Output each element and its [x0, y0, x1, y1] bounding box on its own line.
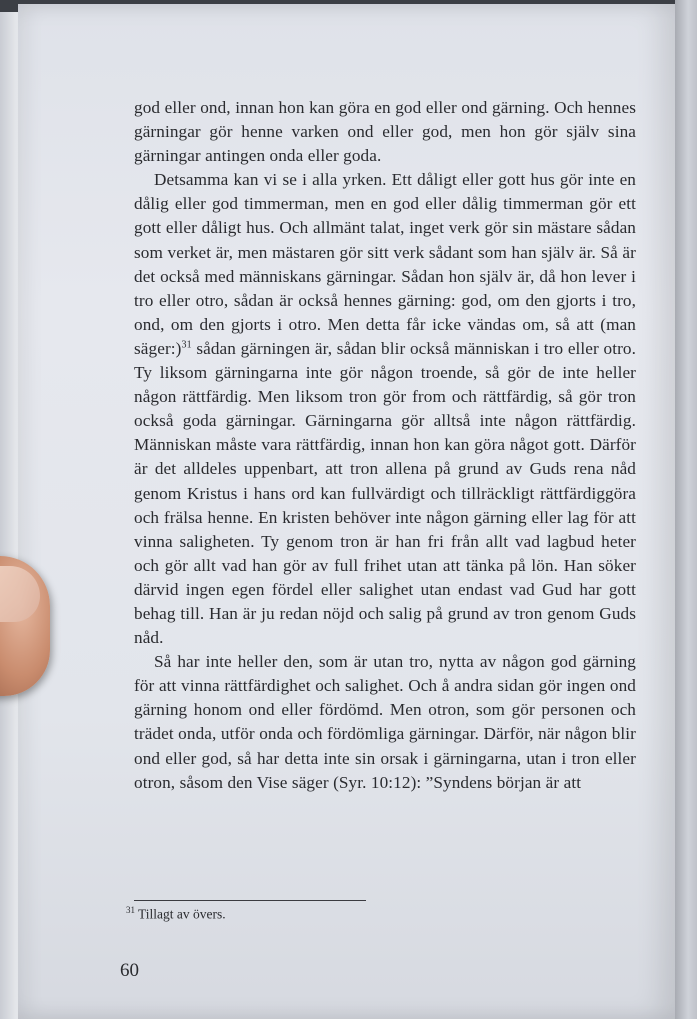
paragraph-2-text-end: sådan gärningen är, sådan blir också människan i tro eller otro. Ty liksom gärningarna inte gör någon troende, så gör de inte heller någon rättfärdig. Men liksom tron gör from och rättfärdig, så gör tron också goda gärningar. Gärningarna gör alltså inte någon rättfärdig. Människan måste vara rättfärdig, innan hon kan göra något gott. Därför är det alldeles uppenbart, att tron allena på grund av Guds rena nåd genom Kristus i hans ord kan fullvärdigt och tillräckligt rättfärdiggöra och frälsa henne. En kristen behöver inte någon gärning eller lag för att vinna saligheten. Ty genom tron är han fri från allt vad lagbud heter och gör allt vad han gör av full frihet utan att tänka på lön. Han söker därvid ingen egen fördel eller salighet utan endast vad Gud har gott behag till. Han är ju redan nöjd och salig på grund av tron genom Guds nåd.: [134, 338, 636, 648]
paragraph-2-text-start: Detsamma kan vi se i alla yrken. Ett dåligt eller gott hus gör inte en dålig eller god timmerman, men en god eller dålig timmerman gör ett gott eller dåligt hus. Och allmänt talat, inget verk gör sin mästare sådan som verket är, men mästaren gör sitt verk sådant som han själv är. Så är det också med människans gärningar. Sådan hon själv är, då hon lever i tro eller otro, sådan är också hennes gärning: god, om den gjorts i tro, ond, om den gjorts i otro. Men detta får icke vändas om, så att (man säger:): [134, 170, 636, 358]
footnote-text: Tillagt av övers.: [138, 906, 226, 922]
paragraph-1: god eller ond, innan hon kan göra en god eller ond gärning. Och hennes gärningar gör henne varken ond eller god, men hon gör själv sina gärningar antingen onda eller goda.: [134, 98, 636, 166]
paragraph-2: [134, 168, 636, 650]
next-page-edge: [675, 0, 697, 1019]
footnote-number: 31: [126, 905, 135, 915]
footnote-reference: 31: [181, 339, 192, 351]
footnote-divider: [134, 900, 366, 901]
footnote: [126, 905, 226, 923]
paragraph-3: Så har inte heller den, som är utan tro, nytta av någon god gärning för att vinna rättfärdighet och salighet. Och å andra sidan gör ingen ond gärning honom ond eller fördömd. Men otron, som gör personen och trädet onda, utför onda och fördömliga gärningar. Därför, när någon blir ond eller god, så har detta inte sin orsak i gärningarna, utan i tron eller otron, såsom den Vise säger (Syr. 10:12): ”Syndens början är att: [134, 652, 636, 792]
body-text: [134, 96, 636, 795]
page-number: 60: [120, 960, 139, 981]
